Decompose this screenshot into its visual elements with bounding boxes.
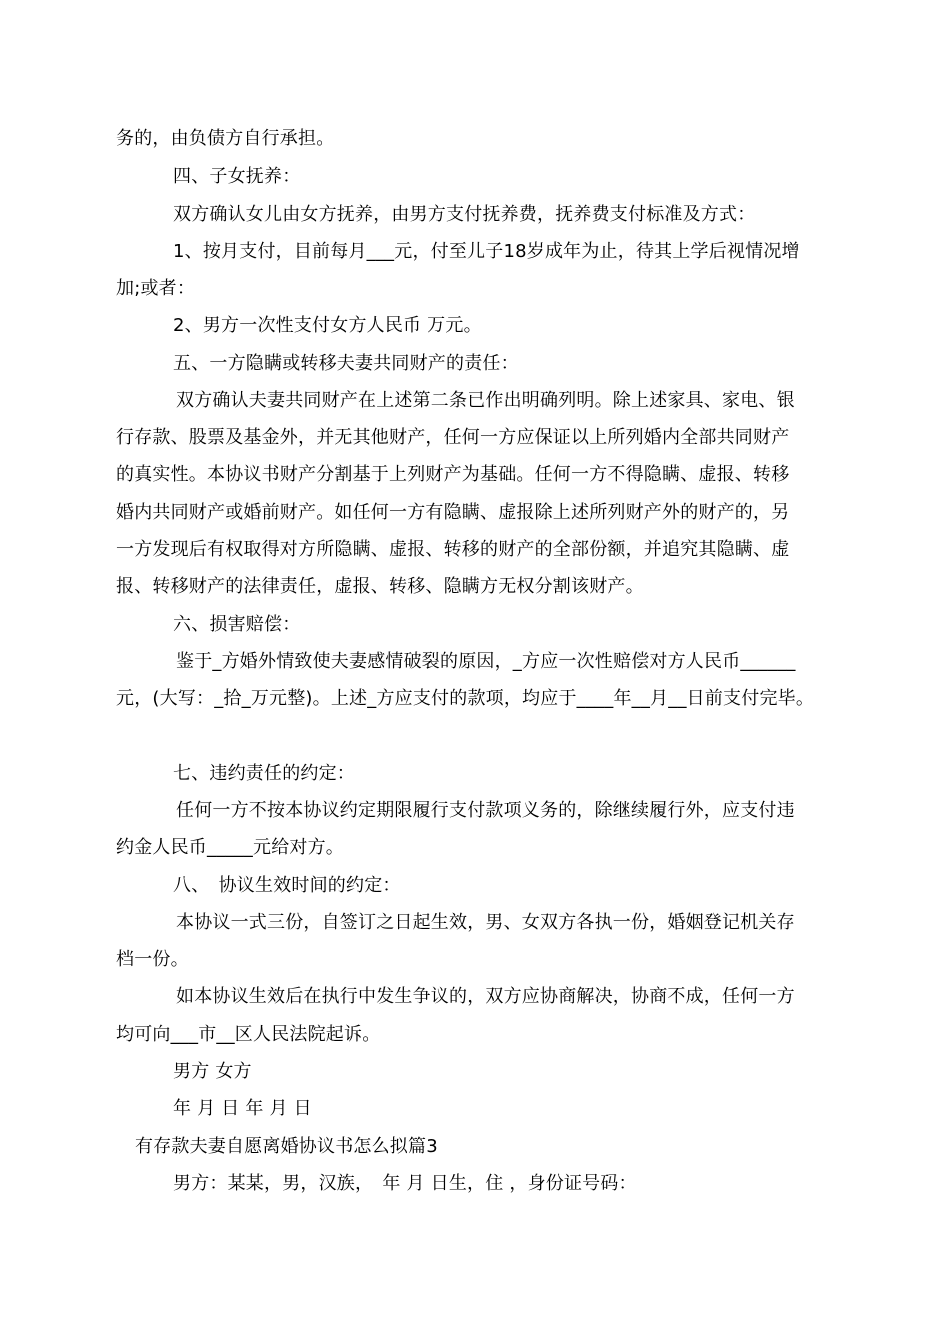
signature-parties: 男方 女方 [173,1061,252,1082]
paragraph-line: 报、转移财产的法律责任，虚报、转移、隐瞒方无权分割该财产。 [116,576,644,597]
paragraph-line: 任何一方不按本协议约定期限履行支付款项义务的，除继续履行外，应支付违 [176,800,795,821]
paragraph-line: 婚内共同财产或婚前财产。如任何一方有隐瞒、虚报除上述所列财产外的财产的，另 [116,502,790,523]
section-heading: 八、 协议生效时间的约定： [173,875,401,896]
paragraph-line: 元，(大写：_拾_万元整)。上述_方应支付的款项，均应于____年__月__日前支付完毕。 [116,688,815,709]
paragraph-line: 鉴于_方婚外情致使夫妻感情破裂的原因，_方应一次性赔偿对方人民币______ [176,651,796,672]
paragraph-line: 务的，由负债方自行承担。 [116,128,335,149]
paragraph-line: 行存款、股票及基金外，并无其他财产，任何一方应保证以上所列婚内全部共同财产 [116,427,790,448]
signature-dates: 年 月 日 年 月 日 [173,1098,312,1119]
party-info-line: 男方：某某，男，汉族， 年 月 日生，住 ，身份证号码： [173,1173,637,1194]
paragraph-line: 1、按月支付，目前每月___元，付至儿子18岁成年为止，待其上学后视情况增 [173,241,800,262]
section-heading: 五、一方隐瞒或转移夫妻共同财产的责任： [173,353,519,374]
paragraph-line: 的真实性。本协议书财产分割基于上列财产为基础。任何一方不得隐瞒、虚报、转移 [116,464,790,485]
agreement-title: 有存款夫妻自愿离婚协议书怎么拟篇3 [135,1136,438,1157]
paragraph-line: 双方确认女儿由女方抚养，由男方支付抚养费，抚养费支付标准及方式： [173,204,756,225]
paragraph-line: 约金人民币_____元给对方。 [116,837,344,858]
paragraph-line: 档一份。 [116,949,189,970]
section-heading: 四、子女抚养： [173,166,301,187]
section-heading: 七、违约责任的约定： [173,763,355,784]
paragraph-line: 一方发现后有权取得对方所隐瞒、虚报、转移的财产的全部份额，并追究其隐瞒、虚 [116,539,790,560]
paragraph-line: 如本协议生效后在执行中发生争议的，双方应协商解决，协商不成，任何一方 [176,986,795,1007]
paragraph-line: 2、男方一次性支付女方人民币 万元。 [173,315,482,336]
paragraph-line: 双方确认夫妻共同财产在上述第二条已作出明确列明。除上述家具、家电、银 [176,390,795,411]
section-heading: 六、损害赔偿： [173,614,301,635]
paragraph-line: 加;或者： [116,278,196,299]
paragraph-line: 均可向___市__区人民法院起诉。 [116,1024,381,1045]
paragraph-line: 本协议一式三份，自签订之日起生效，男、女双方各执一份，婚姻登记机关存 [176,912,795,933]
